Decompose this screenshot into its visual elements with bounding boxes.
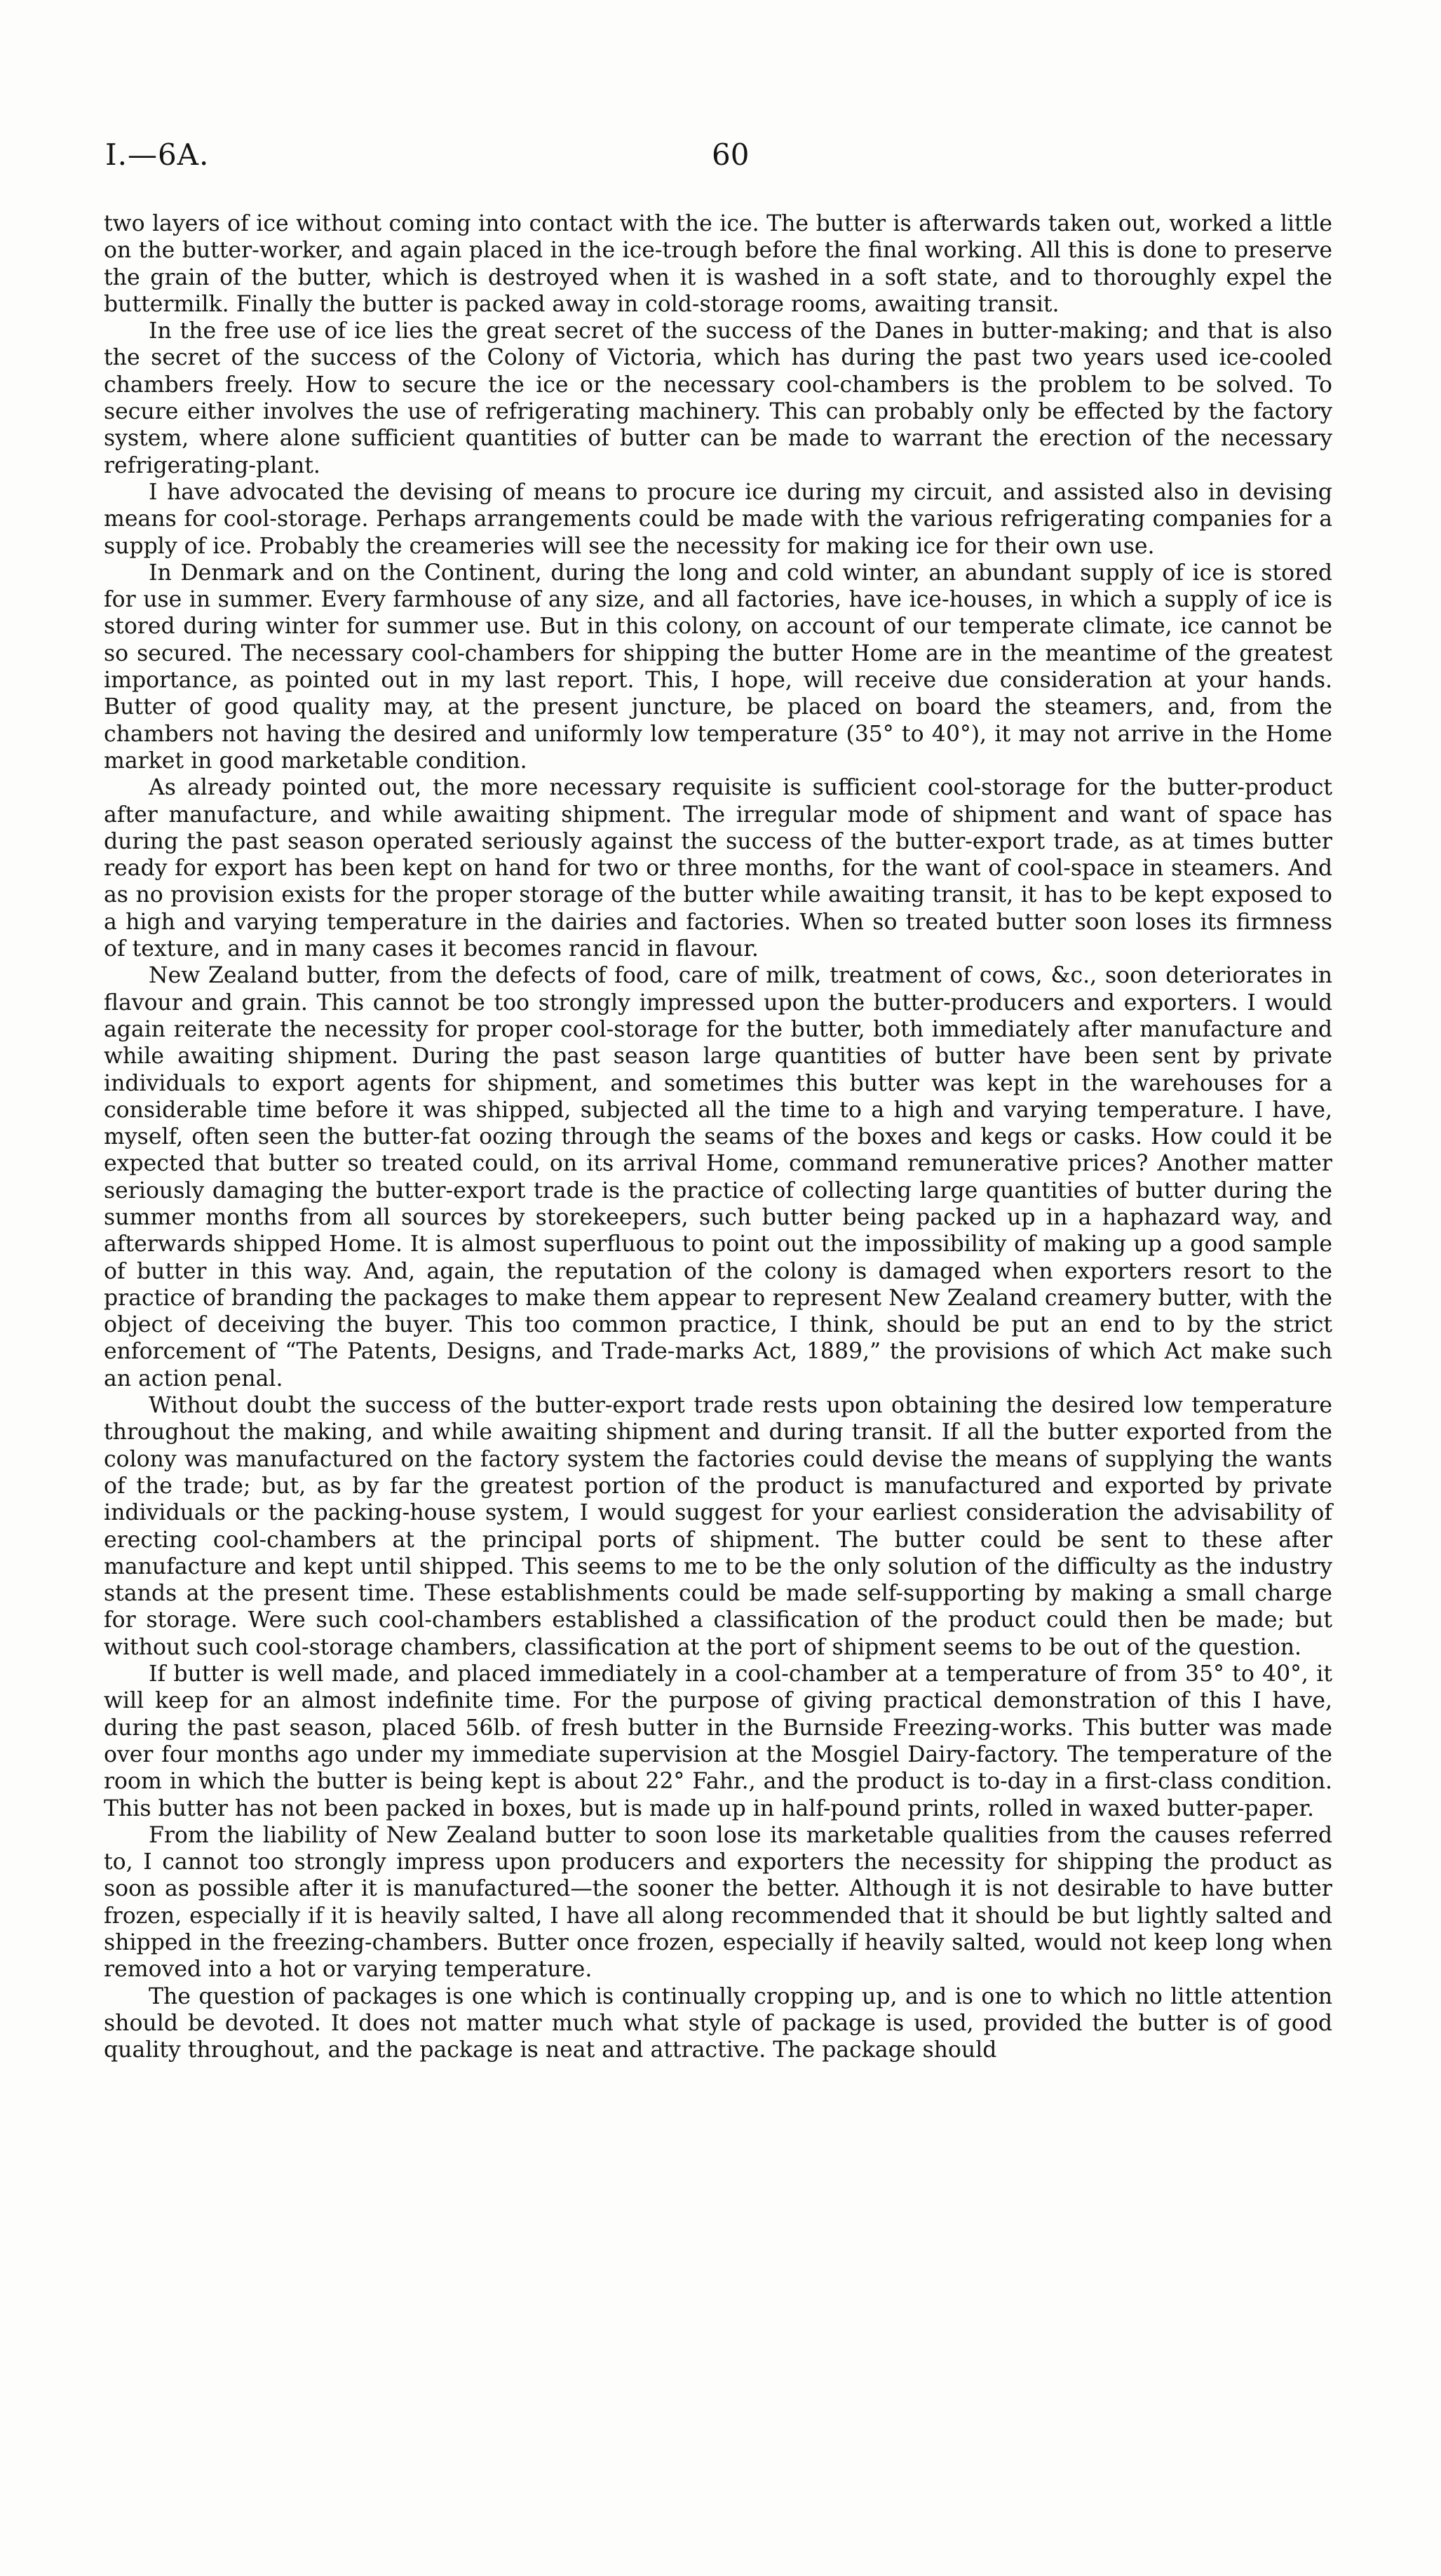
paragraph: New Zealand butter, from the defects of food, care of milk, treatment of cows, &c., soon deteriorates in flavour and grain. This cannot be too strongly impressed upon the butter-producers and exporters. I would again reiterate the necessity for proper cool-storage for the butter, both immediately after manufacture and while awaiting shipment. During the past season large quantities of butter have been sent by private individuals to export agents for shipment, and sometimes this butter was kept in the warehouses for a considerable time before it was shipped, subjected all the time to a high and varying temperature. I have, myself, often seen the butter-fat oozing through the seams of the boxes and kegs or casks. How could it be expected that butter so treated could, on its arrival Home, command remunerative prices? Another matter seriously damaging the butter-export trade is the practice of collecting large quantities of butter during the summer months from all sources by storekeepers, such butter being packed up in a haphazard way, and afterwards shipped Home. It is almost superfluous to point out the impossibility of making up a good sample of butter in this way. And, again, the reputation of the colony is damaged when exporters resort to the practice of branding the packages to make them appear to represent New Zealand creamery butter, with the object of deceiving the buyer. This too common practice, I think, should be put an end to by the strict enforcement of “The Patents, Designs, and Trade-marks Act, 1889,” the provisions of which Act make such an action penal.	[104, 963, 1332, 1391]
paragraph: two layers of ice without coming into contact with the ice. The butter is afterwards taken out, worked a little on the butter-worker, and again placed in the ice-trough before the final working. All this is done to preserve the grain of the butter, which is destroyed when it is washed in a soft state, and to thoroughly expel the buttermilk. Finally the butter is packed away in cold-storage rooms, awaiting transit.	[104, 211, 1332, 317]
paragraph: From the liability of New Zealand butter to soon lose its marketable qualities from the causes referred to, I cannot too strongly impress upon producers and exporters the necessity for shipping the product as soon as possible after it is manufactured—the sooner the better. Although it is not desirable to have butter frozen, especially if it is heavily salted, I have all along recommended that it should be but lightly salted and shipped in the freezing-chambers. Butter once frozen, especially if heavily salted, would not keep long when removed into a hot or varying temperature.	[104, 1822, 1332, 1983]
paragraph: I have advocated the devising of means to procure ice during my circuit, and assisted also in devising means for cool-storage. Perhaps arrangements could be made with the various refrigerating companies for a supply of ice. Probably the creameries will see the necessity for making ice for their own use.	[104, 479, 1332, 559]
paragraph: If butter is well made, and placed immediately in a cool-chamber at a temperature of from 35° to 40°, it will keep for an almost indefinite time. For the purpose of giving practical demonstration of this I have, during the past season, placed 56lb. of fresh butter in the Burnside Freezing-works. This butter was made over four months ago under my immediate supervision at the Mosgiel Dairy-factory. The temperature of the room in which the butter is being kept is about 22° Fahr., and the product is to-day in a first-class condition. This butter has not been packed in boxes, but is made up in half-pound prints, rolled in waxed butter-paper.	[104, 1661, 1332, 1821]
paragraph: In Denmark and on the Continent, during the long and cold winter, an abundant supply of ice is stored for use in summer. Every farmhouse of any size, and all factories, have ice-houses, in which a supply of ice is stored during winter for summer use. But in this colony, on account of our temperate climate, ice cannot be so secured. The necessary cool-chambers for shipping the butter Home are in the meantime of the greatest importance, as pointed out in my last report. This, I hope, will receive due consideration at your hands. Butter of good quality may, at the present juncture, be placed on board the steamers, and, from the chambers not having the desired and uniformly low temperature (35° to 40°), it may not arrive in the Home market in good marketable condition.	[104, 560, 1332, 774]
page-reference: I.—6A.	[105, 137, 210, 172]
paragraph: As already pointed out, the more necessary requisite is sufficient cool-storage for the butter-product after manufacture, and while awaiting shipment. The irregular mode of shipment and want of space has during the past season operated seriously against the success of the butter-export trade, as at times butter ready for export has been kept on hand for two or three months, for the want of cool-space in steamers. And as no provision exists for the proper storage of the butter while awaiting transit, it has to be kept exposed to a high and varying temperature in the dairies and factories. When so treated butter soon loses its firmness of texture, and in many cases it becomes rancid in flavour.	[104, 775, 1332, 962]
paragraph: Without doubt the success of the butter-export trade rests upon obtaining the desired low temperature throughout the making, and while awaiting shipment and during transit. If all the butter exported from the colony was manufactured on the factory system the factories could devise the means of supplying the wants of the trade; but, as by far the greatest portion of the product is manufactured and exported by private individuals or the packing-house system, I would suggest for your earliest consideration the advisability of erecting cool-chambers at the principal ports of shipment. The butter could be sent to these after manufacture and kept until shipped. This seems to me to be the only solution of the difficulty as the industry stands at the present time. These establishments could be made self-supporting by making a small charge for storage. Were such cool-chambers established a classification of the product could then be made; but without such cool-storage chambers, classification at the port of shipment seems to be out of the question.	[104, 1393, 1332, 1660]
page-number: 60	[712, 137, 750, 172]
paragraph: In the free use of ice lies the great secret of the success of the Danes in butter-making; and that is also the secret of the success of the Colony of Victoria, which has during the past two years used ice-cooled chambers freely. How to secure the ice or the necessary cool-chambers is the problem to be solved. To secure either involves the use of refrigerating machinery. This can probably only be effected by the factory system, where alone sufficient quantities of butter can be made to warrant the erection of the necessary refrigerating-plant.	[104, 318, 1332, 478]
paragraph: The question of packages is one which is continually cropping up, and is one to which no little attention should be devoted. It does not matter much what style of package is used, provided the butter is of good quality throughout, and the package is neat and attractive. The package should	[104, 1983, 1332, 2063]
body-text	[104, 210, 1332, 2063]
